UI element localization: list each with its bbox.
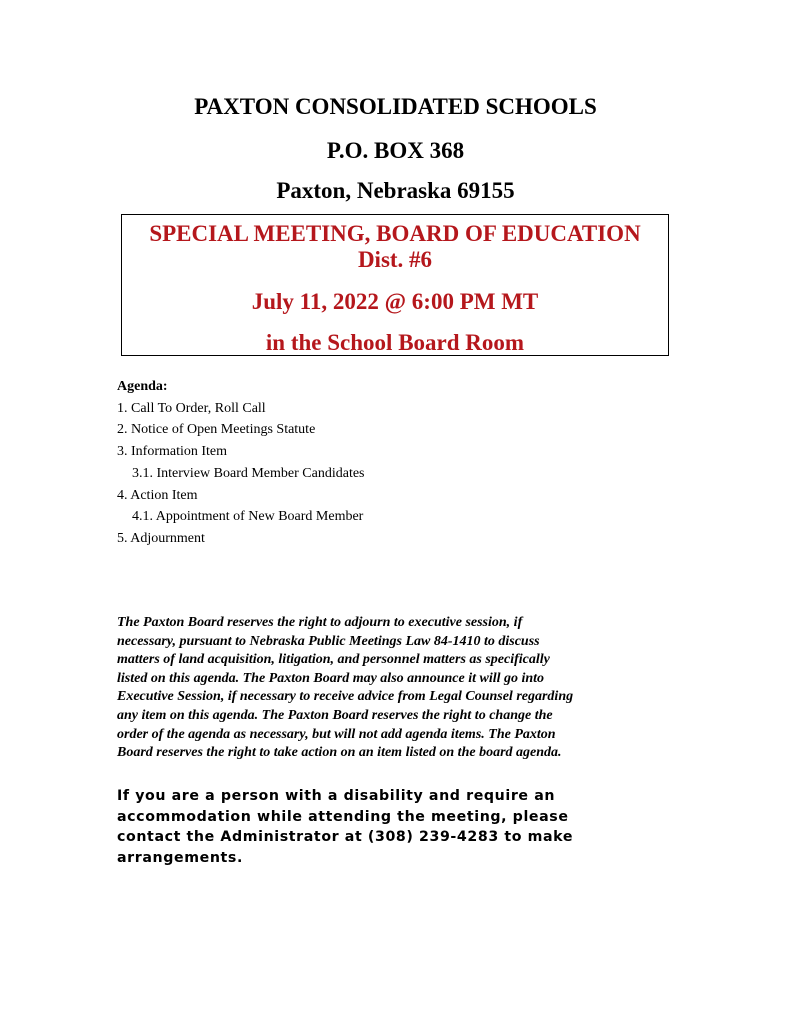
notice-line: Board reserves the right to take action on an item listed on the board agenda. xyxy=(117,745,562,761)
notice-line: order of the agenda as necessary, but will not add agenda items. The Paxton xyxy=(117,726,556,742)
disability-line: If you are a person with a disability and require an xyxy=(117,788,556,804)
notice-line: matters of land acquisition, litigation, and personnel matters as specifically xyxy=(117,652,550,668)
agenda-label: Agenda: xyxy=(117,379,168,394)
agenda-item: 5. Adjournment xyxy=(117,530,205,546)
disability-accommodation-notice xyxy=(117,786,677,868)
city-state-heading: Paxton, Nebraska 69155 xyxy=(276,178,515,203)
disability-line: arrangements. xyxy=(117,849,243,866)
meeting-title: SPECIAL MEETING, BOARD OF EDUCATION xyxy=(149,221,641,246)
meeting-district: Dist. #6 xyxy=(357,247,433,272)
notice-line: necessary, pursuant to Nebraska Public Meetings Law 84-1410 to discuss xyxy=(117,633,540,649)
agenda-item: 2. Notice of Open Meetings Statute xyxy=(117,422,316,438)
agenda-subitem: 3.1. Interview Board Member Candidates xyxy=(132,465,365,481)
agenda-item: 4. Action Item xyxy=(117,487,198,503)
notice-line: The Paxton Board reserves the right to adjourn to executive session, if xyxy=(117,615,523,630)
po-box-heading: P.O. BOX 368 xyxy=(326,138,465,163)
meeting-location: in the School Board Room xyxy=(265,330,525,355)
agenda-item: 3. Information Item xyxy=(117,444,228,460)
notice-line: any item on this agenda. The Paxton Board reserves the right to change the xyxy=(117,707,553,723)
agenda-subitem: 4.1. Appointment of New Board Member xyxy=(132,509,364,525)
notice-line: listed on this agenda. The Paxton Board may also announce it will go into xyxy=(117,670,545,686)
school-name-heading: PAXTON CONSOLIDATED SCHOOLS xyxy=(194,94,597,119)
notice-line: Executive Session, if necessary to receive advice from Legal Counsel regarding xyxy=(117,689,574,705)
meeting-datetime: July 11, 2022 @ 6:00 PM MT xyxy=(251,289,539,314)
disability-line: accommodation while attending the meeting, please xyxy=(117,808,569,825)
agenda-item: 1. Call To Order, Roll Call xyxy=(117,400,266,416)
executive-session-notice xyxy=(117,614,673,763)
disability-line: contact the Administrator at (308) 239-4283 to make xyxy=(117,829,574,846)
agenda-section xyxy=(117,376,365,550)
meeting-info-box xyxy=(121,214,669,356)
